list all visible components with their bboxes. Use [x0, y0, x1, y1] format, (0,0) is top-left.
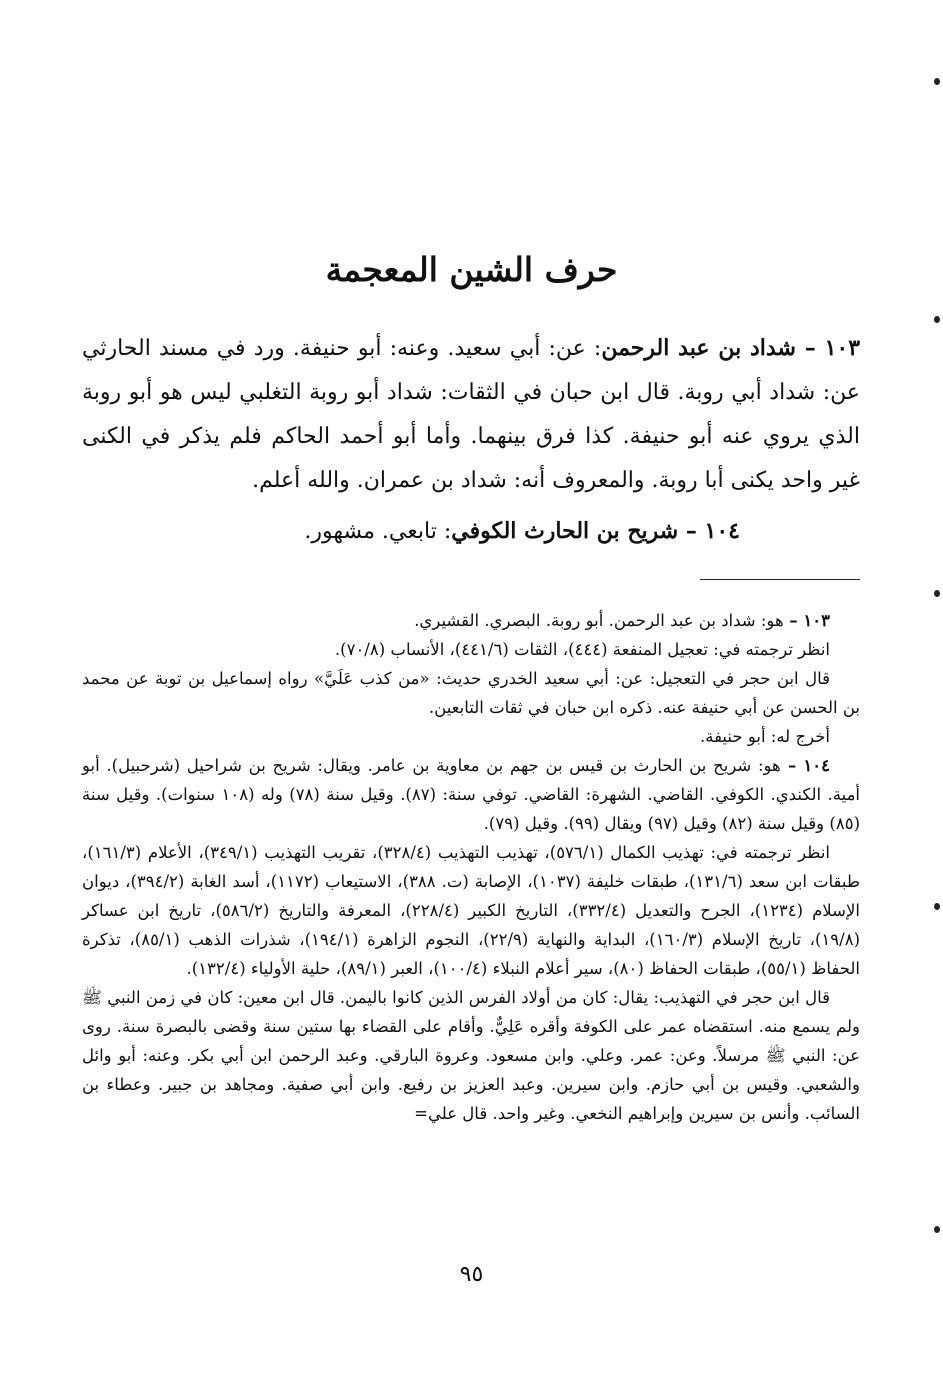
entry-paragraph [82, 509, 860, 554]
footnotes [82, 606, 860, 1128]
chapter-title: حرف الشين المعجمة [325, 250, 618, 289]
entry-name: شريح بن الحارث الكوفي [451, 518, 679, 544]
footnote-text: قال ابن حجر في التهذيب: يقال: كان من أولاد الفرس الذين كانوا باليمن. قال ابن معين: كان في زمن النبي ﷺ ولم يسمع منه. استقضاه عمر على الكوفة وأقره عَلِيٌّ. وأقام على القضاء بها ستين سنة وقضى بالبصرة سنة. روى عن: النبي ﷺ مرسلاً. وعن: عمر. وعلي. وابن مسعود. وعروة البارقي. وعبد الرحمن ابن أبي بكر. وعنه: أبو وائل والشعبي. وقيس بن أبي حازم. وابن سيرين. وعبد العزيز بن رفيع. وابن أبي صفية. ومجاهد بن جبير. وعطاء بن السائب. وأنس بن سيرين وإبراهيم النخعي. وغير واحد. قال علي= [82, 988, 860, 1123]
footnote-separator [700, 579, 860, 580]
entry-paragraph [82, 326, 860, 503]
margin-dot [934, 316, 940, 323]
footnote-line [82, 606, 860, 635]
footnote-line [82, 751, 860, 838]
entry-text: : تابعي. مشهور. [304, 519, 452, 544]
footnote-text: أخرج له: أبو حنيفة. [699, 727, 830, 746]
footnote-text: هو: شريح بن الحارث بن قيس بن جهم بن معاوية بن عامر. ويقال: شريح بن شراحيل (شرحبيل). أبو أمية. الكندي. الكوفي. القاضي. الشهرة: القاضي. توفي سنة: (٨٧). وقيل سنة (٧٨) وله (١٠٨ سنوات). وقيل سنة (٨٥) وقيل سنة (٨٢) وقيل (٩٧) ويقال (٩٩). وقيل (٧٩). [82, 756, 860, 833]
margin-dot [934, 78, 940, 85]
footnote-line [82, 664, 860, 722]
footnote-text: انظر ترجمته في: تعجيل المنفعة (٤٤٤)، الثقات (٤٤١/٦)، الأنساب (٧٠/٨). [334, 640, 830, 659]
margin-dot [934, 590, 940, 597]
footnote-number: ١٠٣ – [783, 611, 830, 630]
footnote-line [82, 722, 860, 751]
entry-number: ١٠٤ [704, 518, 740, 544]
margin-dot [934, 1226, 940, 1233]
entry-number: ١٠٣ [824, 335, 861, 361]
footnote-text: هو: شداد بن عبد الرحمن. أبو روبة. البصري. القشيري. [414, 611, 784, 630]
page-number: ٩٥ [459, 1262, 484, 1287]
footnote-line [82, 983, 860, 1128]
footnote-text: قال ابن حجر في التعجيل: عن: أبي سعيد الخدري حديث: «من كذب عَلَيَّ» رواه إسماعيل بن توبة عن محمد بن الحسن عن أبي حنيفة عنه. ذكره ابن حبان في ثقات التابعين. [82, 669, 860, 717]
entry-text: : عن: أبي سعيد. وعنه: أبو حنيفة. ورد في مسند الحارثي عن: شداد أبي روبة. قال ابن حبان في الثقات: شداد أبو روبة التغلبي ليس هو أبو روبة الذي يروي عنه أبو حنيفة. كذا فرق بينهما. وأما أبو أحمد الحاكم فلم يذكر في الكنى غير واحد يكنى أبا روبة. والمعروف أنه: شداد بن عمران. والله أعلم. [82, 336, 860, 493]
entry-name: شداد بن عبد الرحمن [601, 335, 796, 361]
margin-dot [934, 903, 940, 910]
footnote-line [82, 838, 860, 983]
footnote-number: ١٠٤ – [780, 756, 830, 775]
footnote-line [82, 635, 860, 664]
main-text [82, 326, 860, 554]
entry-dash: – [678, 518, 705, 544]
footnote-text: انظر ترجمته في: تهذيب الكمال (٥٧٦/١)، تهذيب التهذيب (٣٢٨/٤)، تقريب التهذيب (٣٤٩/١)، الأعلام (١٦١/٣)، طبقات ابن سعد (١٣١/٦)، طبقات خليفة (١٠٣٧)، الإصابة (ت. ٣٨٨)، الاستيعاب (١١٧٢)، أسد الغابة (٣٩٤/٢)، ديوان الإسلام (١٢٣٤)، الجرح والتعديل (٣٣٢/٤)، التاريخ الكبير (٢٢٨/٤)، المعرفة والتاريخ (٥٨٦/٢)، تاريخ ابن عساكر (١٩/٨)، تاريخ الإسلام (١٦٠/٣)، البداية والنهاية (٢٢/٩)، النجوم الزاهرة (١٩٤/١)، شذرات الذهب (٨٥/١)، تذكرة الحفاظ (٥٥/١)، طبقات الحفاظ (٨٠)، سير أعلام النبلاء (١٠٠/٤)، العبر (٨٩/١)، حلية الأولياء (١٣٢/٤). [82, 843, 860, 978]
entry-dash: – [795, 335, 825, 361]
